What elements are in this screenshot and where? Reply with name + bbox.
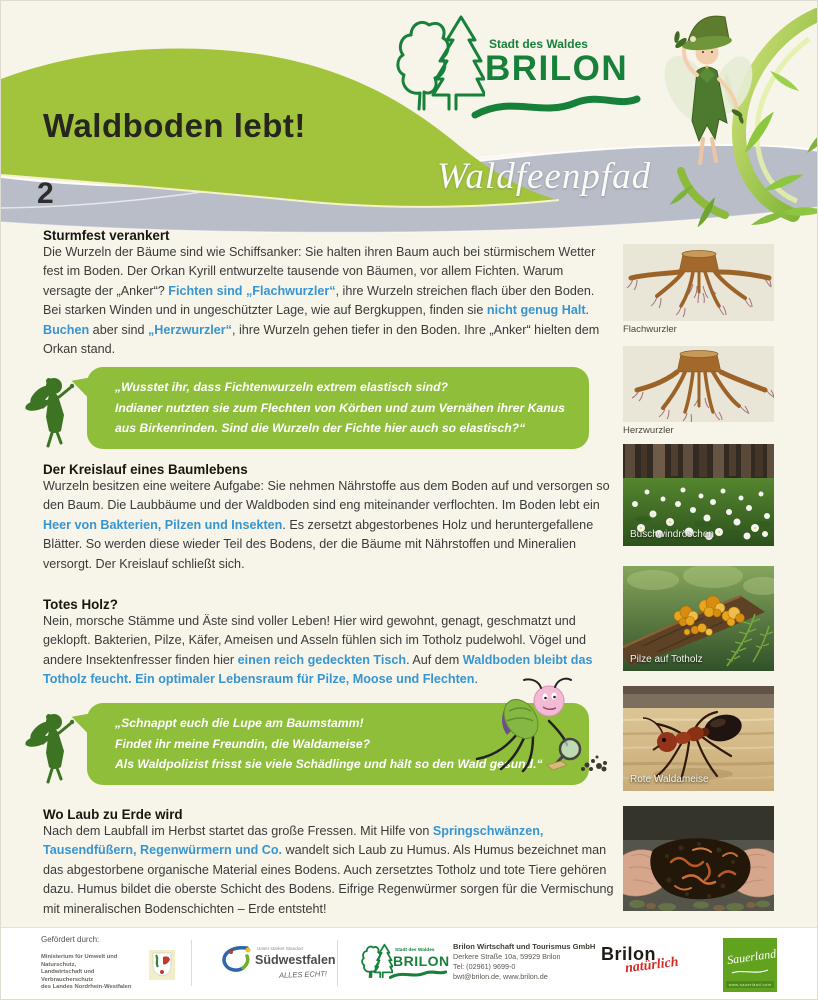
figure-waldameise [623,686,774,791]
figure-pilze [623,566,774,671]
station-number: 2 [37,177,54,210]
ministry-line: Landwirtschaft und Verbraucherschutz [41,969,95,983]
section-paragraph: Die Wurzeln der Bäume sind wie Schiffsanker: Sie halten ihren Baum auch bei stürmischem Wetter fest im Boden. Der Orkan Kyrill entwurzelte tausende von Bäumen, vor allem Fichten. Warum versagte der „Anker“? Fichten sind „Flachwurzler“, ihre Wurzeln streichen flach über den Boden. Bei starken Winden und in ungeschützter Lage, wie auf Bergkuppen, finden sie nicht genug Halt. Buchen aber sind „Herzwurzler“, ihre Wurzeln gehen tiefer in den Boden. Ihre „Anker“ hielten dem Orkan stand. [43,245,600,357]
footer [1,927,818,1000]
fairy-artwork [629,1,818,236]
footer-divider [191,940,192,986]
ministry-line: des Landes Nordrhein-Westfalen [41,984,132,990]
section-heading: Sturmfest verankert [43,228,170,243]
logo-wave-underline [389,968,447,980]
contact-address: Derkere Straße 10a, 59929 Brilon [453,952,561,961]
logo-wave-underline [471,89,641,121]
contact-block [453,942,613,982]
bubble-line: Findet ihr meine Freundin, die Waldameise? [115,736,371,751]
photo-soil-worms [623,806,774,911]
trail-name: Waldfeenpfad [437,156,652,197]
contact-company: Brilon Wirtschaft und Tourismus GmbH [453,942,596,951]
sauerland-band: www.sauerland.com [726,981,774,988]
brilon-trees-icon [359,942,393,980]
fairy-silhouette-icon [21,373,77,449]
figure-caption: Rote Waldameise [630,774,709,785]
section-heading: Totes Holz? [43,597,118,612]
bubble-line: Als Waldpolizist frisst sie viele Schädlinge und hält so den Wald gesund.“ [115,757,543,771]
figure-caption: Pilze auf Totholz [630,654,703,665]
funded-by-label: Gefördert durch: [41,935,100,944]
logo-tagline: Stadt des Waldes [395,948,435,953]
page-title: Waldboden lebt! [43,107,306,144]
ant-cartoon [463,677,613,777]
section-heading: Der Kreislauf eines Baumlebens [43,462,248,477]
bubble-line: „Schnappt euch die Lupe am Baumstamm! [115,716,364,730]
brilon-natuerlich-logo [601,942,711,986]
logo-tagline: Stadt des Waldes [489,37,588,51]
suedwestfalen-logo [217,938,335,990]
sauerland-logo [723,938,777,992]
section-heading: Wo Laub zu Erde wird [43,807,183,822]
illustration-flat-roots [623,244,774,321]
contact-web: bwt@brilon.de, www.brilon.de [453,972,548,981]
suedwestfalen-name: Südwestfalen [255,953,336,967]
bubble-line: Indianer nutzten sie zum Flechten von Körben und zum Vernähen ihrer Kanus [115,400,565,415]
figure-herzwurzler [623,346,774,436]
bubble-line: aus Birkenrinden. Sind die Wurzeln der Fichte hier auch so elastisch?“ [115,421,526,435]
figure-buschwindroeschen [623,444,774,546]
ministry-credit [41,954,146,992]
section-paragraph: Nach dem Laubfall im Herbst startet das große Fressen. Mit Hilfe von Springschwänzen, Tausendfüßern, Regenwürmern und Co. wandelt sich Laub zu Humus. Als Humus bezeichnet man das abgestorbene organische Material eines Bodens. Auch zersetztes Totholz und tote Tiere gehören dazu. Humus bildet die oberste Schicht des Bodens. Eifrige Regenwürmer sorgen für die Vermischung mit mineralischen Bodenschichten – Erde entsteht! [43,824,614,916]
figure-flachwurzler [623,244,774,335]
fairy-silhouette-icon [21,709,77,785]
logo-city-name: BRILON [393,953,450,969]
section-paragraph: Nein, morsche Stämme und Äste sind voller Leben! Hier wird gewohnt, genagt, geschmatzt und geklopft. Bakterien, Pilze, Käfer, Ameisen und Asseln fühlen sich im Totholz pudelwohl. Vögel und andere Insektenfresser finden hier einen reich gedeckten Tisch. Auf dem Waldboden bleibt das Totholz feucht. Ein optimaler Lebensraum für Pilze, Moose und Flechten. [43,614,593,687]
ministry-line: Ministerium für Umwelt und Naturschutz, [41,954,118,968]
brilon-city-logo [389,13,639,125]
suedwestfalen-claim: ALLES ECHT! [278,969,328,980]
suedwestfalen-tagline: Unser starker Standort [257,946,304,951]
contact-phone: Tel: (02961) 9699-0 [453,962,516,971]
suedwestfalen-swirl-icon [217,942,257,976]
figure-caption: Buschwindröschen [630,529,714,540]
brilon-natuerlich-word: Brilon [601,944,656,964]
logo-city-name: BRILON [485,49,629,88]
figure-caption: Herzwurzler [623,425,674,436]
figure-caption: Flachwurzler [623,324,677,335]
footer-divider [337,940,338,986]
illustration-heart-roots [623,346,774,422]
brilon-footer-logo [359,938,451,992]
section-paragraph: Wurzeln besitzen eine weitere Aufgabe: Sie nehmen Nährstoffe aus dem Boden auf und versorgen so den Baum. Die Laubbäume und der Waldboden sind eng miteinander verflochten. Im Boden lebt ein Heer von Bakterien, Pilzen und Insekten. Es zersetzt abgestorbenes Holz und heruntergefallene Blätter. So werden diese wieder Teil des Bodens, der die Bäume mit Nährstoffen und Mineralien versorgt. Der Kreislauf schließt sich. [43,479,610,571]
nrw-coat-of-arms-icon [149,950,175,980]
sauerland-name: Sauerland [726,946,777,968]
bubble-line: „Wusstet ihr, dass Fichtenwurzeln extrem elastisch sind? [115,380,448,394]
fairy-speech-bubble [87,367,589,449]
figure-soil-worms [623,806,774,911]
brilon-natuerlich-script: natürlich [624,954,680,977]
sauerland-swoosh [730,968,770,976]
